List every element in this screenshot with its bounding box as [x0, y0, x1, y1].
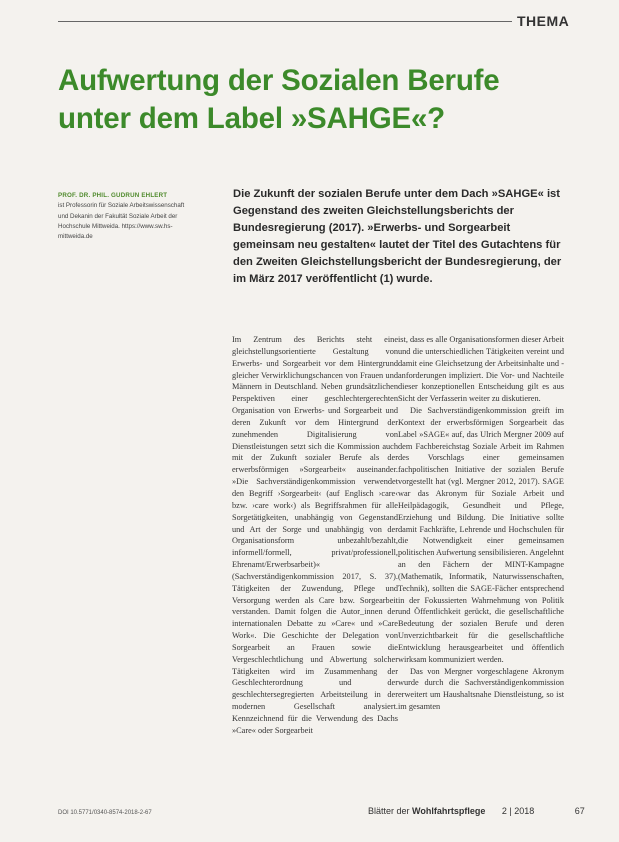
author-bio: ist Professorin für Soziale Arbeitswissenschaft und Dekanin der Fakultät Soziale Arbeit der Hochschule Mittweida. https://www.sw.hs-mittweida.de: [58, 202, 185, 241]
page-number: 67: [574, 806, 585, 816]
author-name: PROF. DR. PHIL. GUDRUN EHLERT: [58, 192, 168, 199]
footer-masthead: [368, 806, 585, 816]
headline-line-1: Aufwertung der Sozialen Berufe: [58, 64, 500, 97]
body-paragraph: Das von Mergner vorgeschlagene Akronym wurde durch die Sachverständigenkommission erweitert um Haushaltsnahe Dienstleistung, so ist im gesamten: [398, 666, 564, 712]
body-paragraph: Die Sachverständigenkommission greift im Kontext der erwerbsförmigen Sorgearbeit das Label »SAGE« auf, das Ulrich Mergner 2009 auf dem Fachbereichstag Soziale Arbeit im Rahmen des Vorschlags einer gemeinsamen fachpolitischen Initiative der sozialen Berufe vorgestellt hat (vgl. Mergner 2012, 2017). SAGE war das Akronym für Soziale Arbeit und Heilpädagogik, Gesundheit und Pflege, Erziehung und Bildung. Die Initiative sollte damit Fachkräfte, Lehrende und Hochschulen für die Notwendigkeit einer gemeinsamen politischen Aufwertung sensibilisieren. Angelehnt an den Fächern der MINT-Kampagne (Mathematik, Informatik, Naturwissenschaften, Technik), sollten die SAGE-Fächer entsprechend in der Fokussierten Wahrnehmung von Politik und Öffentlichkeit gerückt, die gesellschaftliche Bedeutung der sozialen Berufe und deren Unverzichtbarkeit für die gesellschaftliche Entwicklung herausgearbeitet und öffentlich wirksam kommuniziert werden.: [398, 406, 564, 664]
body-column-2: [398, 334, 564, 713]
body-paragraph: ist, dass es alle Organisationsformen dieser Arbeit und die unterschiedlichen Tätigkeiten vereint und damit eine Gleichsetzung der Arbeitsinhalte und -anforderungen impliziert. Die Vor- und Nachteile dieser konzeptionellen Entscheidung gilt es aus Sicht der Verfasserin weiter zu diskutieren.: [398, 335, 564, 404]
author-box: [58, 191, 188, 242]
body-column-1: [232, 334, 398, 737]
issue-number: 2 | 2018: [501, 806, 535, 816]
magazine-name: Wohlfahrtspflege: [412, 806, 486, 816]
headline-line-2: unter dem Label »SAHGE«?: [58, 102, 445, 135]
lead-text: Die Zukunft der sozialen Berufe unter dem Dach »SAHGE« ist Gegenstand des zweiten Gleichstellungsberichts der Bundesregierung (2017). »Erwerbs- und Sorgearbeit gemeinsam neu gestalten« lautet der Titel des Gutachtens für den Zweiten Gleichstellungsbericht der Bundesregierung, der im März 2017 veröffentlicht (1) wurde.: [233, 188, 562, 286]
section-label: THEMA: [517, 13, 570, 29]
doi-line: DOI 10.5771/0340-8574-2018-2-67: [58, 810, 152, 816]
headline: [58, 62, 578, 138]
header-rule: [58, 21, 512, 22]
magazine-name-prefix: Blätter der: [368, 806, 410, 816]
body-paragraph: Im Zentrum des Berichts steht eine gleichstellungsorientierte Gestaltung von Erwerbs- und Sorgearbeit vor dem Hintergrund gleicher Verwirklichungschancen von Frauen und Männern in Deutschland. Neben grundsätzlichen Perspektiven einer geschlechtergerechten Organisation von Erwerbs- und Sorgearbeit und deren Zukunft vor dem Hintergrund der zunehmenden Digitalisierung von Dienstleistungen setzt sich die Kommission auch mit der Zukunft sozialer Berufe als der erwerbsförmigen »Sorgearbeit« auseinander. »Die Sachverständigenkommission verwendet den Begriff ›Sorgearbeit‹ (auf Englisch ›care‹ bzw. ›care work‹) als Begriffsrahmen für alle Sorgetätigkeiten, unabhängig von Gegenstand und Art der Sorge und unabhängig von der Organisationsform unbezahlt/bezahlt, informell/formell, privat/professionell, Ehrenamt/Erwerbsarbeit)« (Sachverständigenkommission 2017, S. 37). Tätigkeiten der Zuwendung, Pflege und Versorgung werden als Care bzw. Sorgearbeit verstanden. Damit folgen die Autor_innen der internationalen Debatte zu »Care« und »Care Work«. Die Geschichte der Delegation von Sorgearbeit an Frauen sowie die Vergeschlechtlichung und Abwertung solcher Tätigkeiten wird im Zusammenhang der Geschlechterordnung und der geschlechtersegregierten Arbeitsteilung in der modernen Gesellschaft analysiert. Kennzeichnend für die Verwendung des Dachs »Care« oder Sorgearbeit: [232, 335, 398, 735]
lead-paragraph: [233, 186, 563, 289]
